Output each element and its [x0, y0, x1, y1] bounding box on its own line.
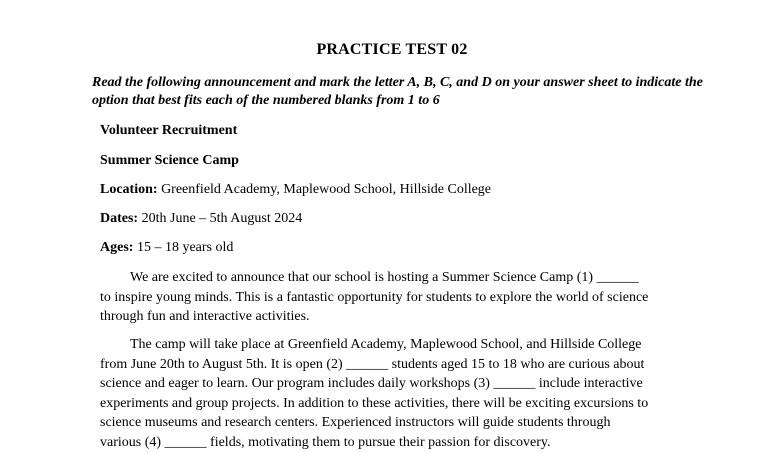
paragraph-1-line: through fun and interactive activities. — [100, 307, 690, 327]
paragraph-2-line: science and eager to learn. Our program includes daily workshops (3) ______ include interactive — [100, 374, 690, 394]
paragraph-2-line: The camp will take place at Greenfield Academy, Maplewood School, and Hillside College — [100, 335, 690, 355]
paragraph-2-line: various (4) ______ fields, motivating them to pursue their passion for discovery. — [100, 433, 690, 452]
heading-summer-science-camp: Summer Science Camp — [100, 152, 239, 170]
page-title: PRACTICE TEST 02 — [0, 40, 784, 60]
location-value: Greenfield Academy, Maplewood School, Hillside College — [158, 182, 491, 197]
paragraph-1 — [100, 268, 690, 327]
paragraph-2-line: from June 20th to August 5th. It is open (2) ______ students aged 15 to 18 who are curious about — [100, 355, 690, 375]
location-label: Location: — [100, 182, 158, 197]
paragraph-1-line: to inspire young minds. This is a fantastic opportunity for students to explore the world of science — [100, 288, 690, 308]
paragraph-2-line: experiments and group projects. In addition to these activities, there will be exciting excursions to — [100, 394, 690, 414]
ages-value: 15 – 18 years old — [133, 240, 233, 255]
location-line — [100, 181, 491, 199]
ages-label: Ages: — [100, 240, 133, 255]
paragraph-2-line: science museums and research centers. Experienced instructors will guide students through — [100, 413, 690, 433]
paragraph-1-line: We are excited to announce that our school is hosting a Summer Science Camp (1) ______ — [100, 268, 690, 288]
heading-volunteer-recruitment: Volunteer Recruitment — [100, 122, 237, 140]
paragraph-2 — [100, 335, 690, 452]
instructions-text: Read the following announcement and mark the letter A, B, C, and D on your answer sheet to indicate the option that best fits each of the numbered blanks from 1 to 6 — [92, 74, 732, 110]
dates-label: Dates: — [100, 211, 138, 226]
dates-value: 20th June – 5th August 2024 — [138, 211, 302, 226]
dates-line — [100, 210, 302, 228]
ages-line — [100, 239, 233, 257]
